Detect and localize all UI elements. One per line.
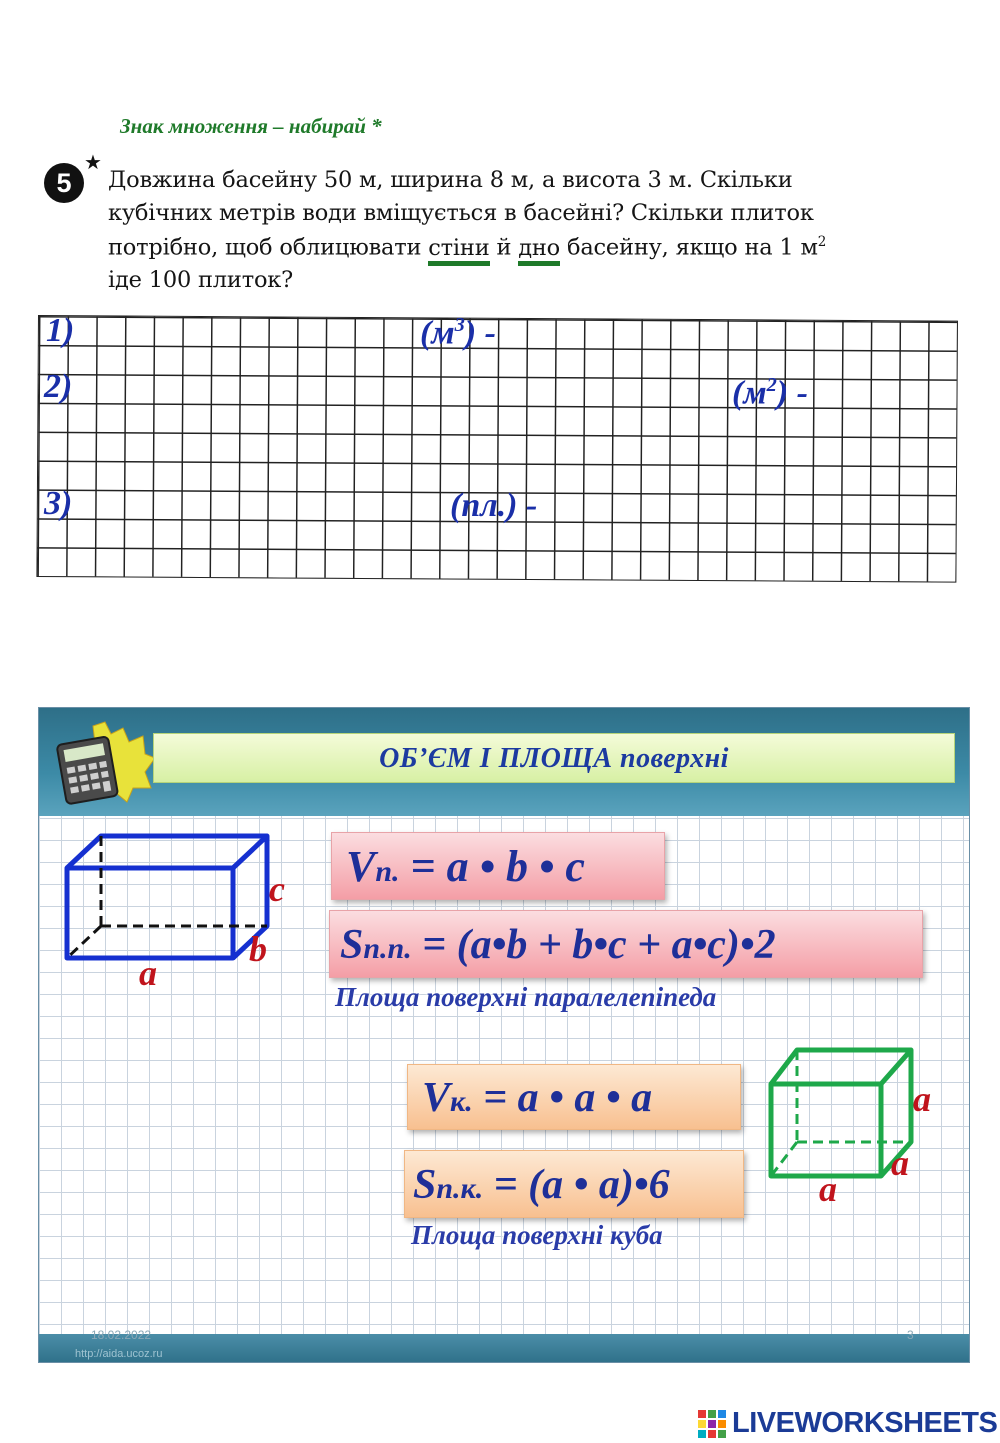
task-line-3-part-a: потрібно, щоб облицювати [108, 234, 429, 261]
formula-volume-v: V [346, 842, 376, 891]
answer-unit-1-b: ) - [464, 314, 496, 352]
star-icon: ★ [84, 150, 102, 174]
cube-label-a-right: a [913, 1079, 931, 1119]
logo-text: LIVEWORKSHEETS [732, 1407, 998, 1439]
answer-unit-2[interactable] [732, 374, 808, 412]
answer-unit-2-a: (м [732, 374, 767, 412]
formula-volume-box [331, 832, 665, 900]
calculator-icon [53, 718, 157, 808]
answer-unit-1-sup: 3 [454, 314, 465, 336]
slide-footer-number: 3 [907, 1328, 914, 1342]
box-label-b: b [249, 929, 267, 969]
slide-footer-bar [39, 1334, 969, 1363]
answer-unit-3[interactable]: (пл.) - [450, 487, 538, 524]
answer-number-3: 3) [44, 485, 73, 522]
caption-parallelepiped: Площа поверхні паралелепіпеда [335, 982, 717, 1012]
cube-label-a-bottom: a [819, 1169, 837, 1209]
formula-area-s: S [340, 922, 364, 968]
formula-cube-area-sub: п.к. [436, 1172, 484, 1205]
formula-cube-volume-box [407, 1064, 741, 1130]
answer-number-1: 1) [46, 312, 75, 349]
task-line-3-superscript: 2 [817, 234, 827, 250]
slide-title: ОБ’ЄМ І ПЛОЩА поверхні [379, 743, 729, 774]
task-number-badge: 5 [44, 163, 84, 203]
formula-cube-volume-v: V [422, 1075, 451, 1121]
formula-cube-volume-rest: = a • a • a [472, 1075, 653, 1121]
answer-number-2: 2) [44, 368, 73, 405]
formula-area-box [329, 910, 923, 978]
task-line-3-part-c: басейну, якщо на 1 м [560, 234, 818, 261]
logo-squares-icon [698, 1410, 726, 1438]
answer-unit-2-sup: 2 [766, 374, 777, 396]
formula-cube-area-s: S [413, 1162, 437, 1208]
box-label-c: c [269, 869, 285, 909]
formula-slide [38, 707, 970, 1363]
slide-footer-date: 18.02.2022 [91, 1328, 152, 1342]
slide-title-bar [153, 733, 955, 783]
caption-cube: Площа поверхні куба [411, 1220, 663, 1250]
formula-volume-rest: = a • b • c [399, 842, 585, 891]
box-label-a: a [139, 953, 157, 993]
answer-unit-2-b: ) - [776, 374, 808, 412]
parallelepiped-figure [57, 826, 277, 976]
task-line-4: іде 100 плиток? [108, 267, 294, 293]
formula-cube-volume-sub: к. [450, 1085, 473, 1118]
task-line-3-part-b: й [489, 234, 519, 261]
underlined-walls: стіни [428, 235, 489, 266]
slide-footer-url: http://aida.ucoz.ru [75, 1348, 163, 1360]
formula-cube-area-box [404, 1150, 744, 1218]
answer-unit-1-a: (м [420, 314, 455, 352]
formula-area-sub: п.п. [363, 932, 412, 965]
formula-area-rest: = (a•b + b•c + a•c)•2 [411, 922, 776, 968]
task-line-3 [108, 234, 826, 261]
cube-label-a-side: a [891, 1143, 909, 1183]
answer-grid [36, 315, 958, 583]
formula-volume-sub: п. [375, 855, 400, 888]
answer-unit-1[interactable] [420, 314, 496, 352]
formula-cube-area-rest: = (a • a)•6 [483, 1162, 670, 1208]
hint-text: Знак множення – набирай * [120, 114, 382, 138]
task-line-1: Довжина басейну 50 м, ширина 8 м, а висота 3 м. Скільки [108, 167, 793, 193]
underlined-bottom: дно [518, 235, 560, 266]
task-line-2: кубічних метрів води вміщується в басейні? Скільки плиток [108, 200, 814, 226]
